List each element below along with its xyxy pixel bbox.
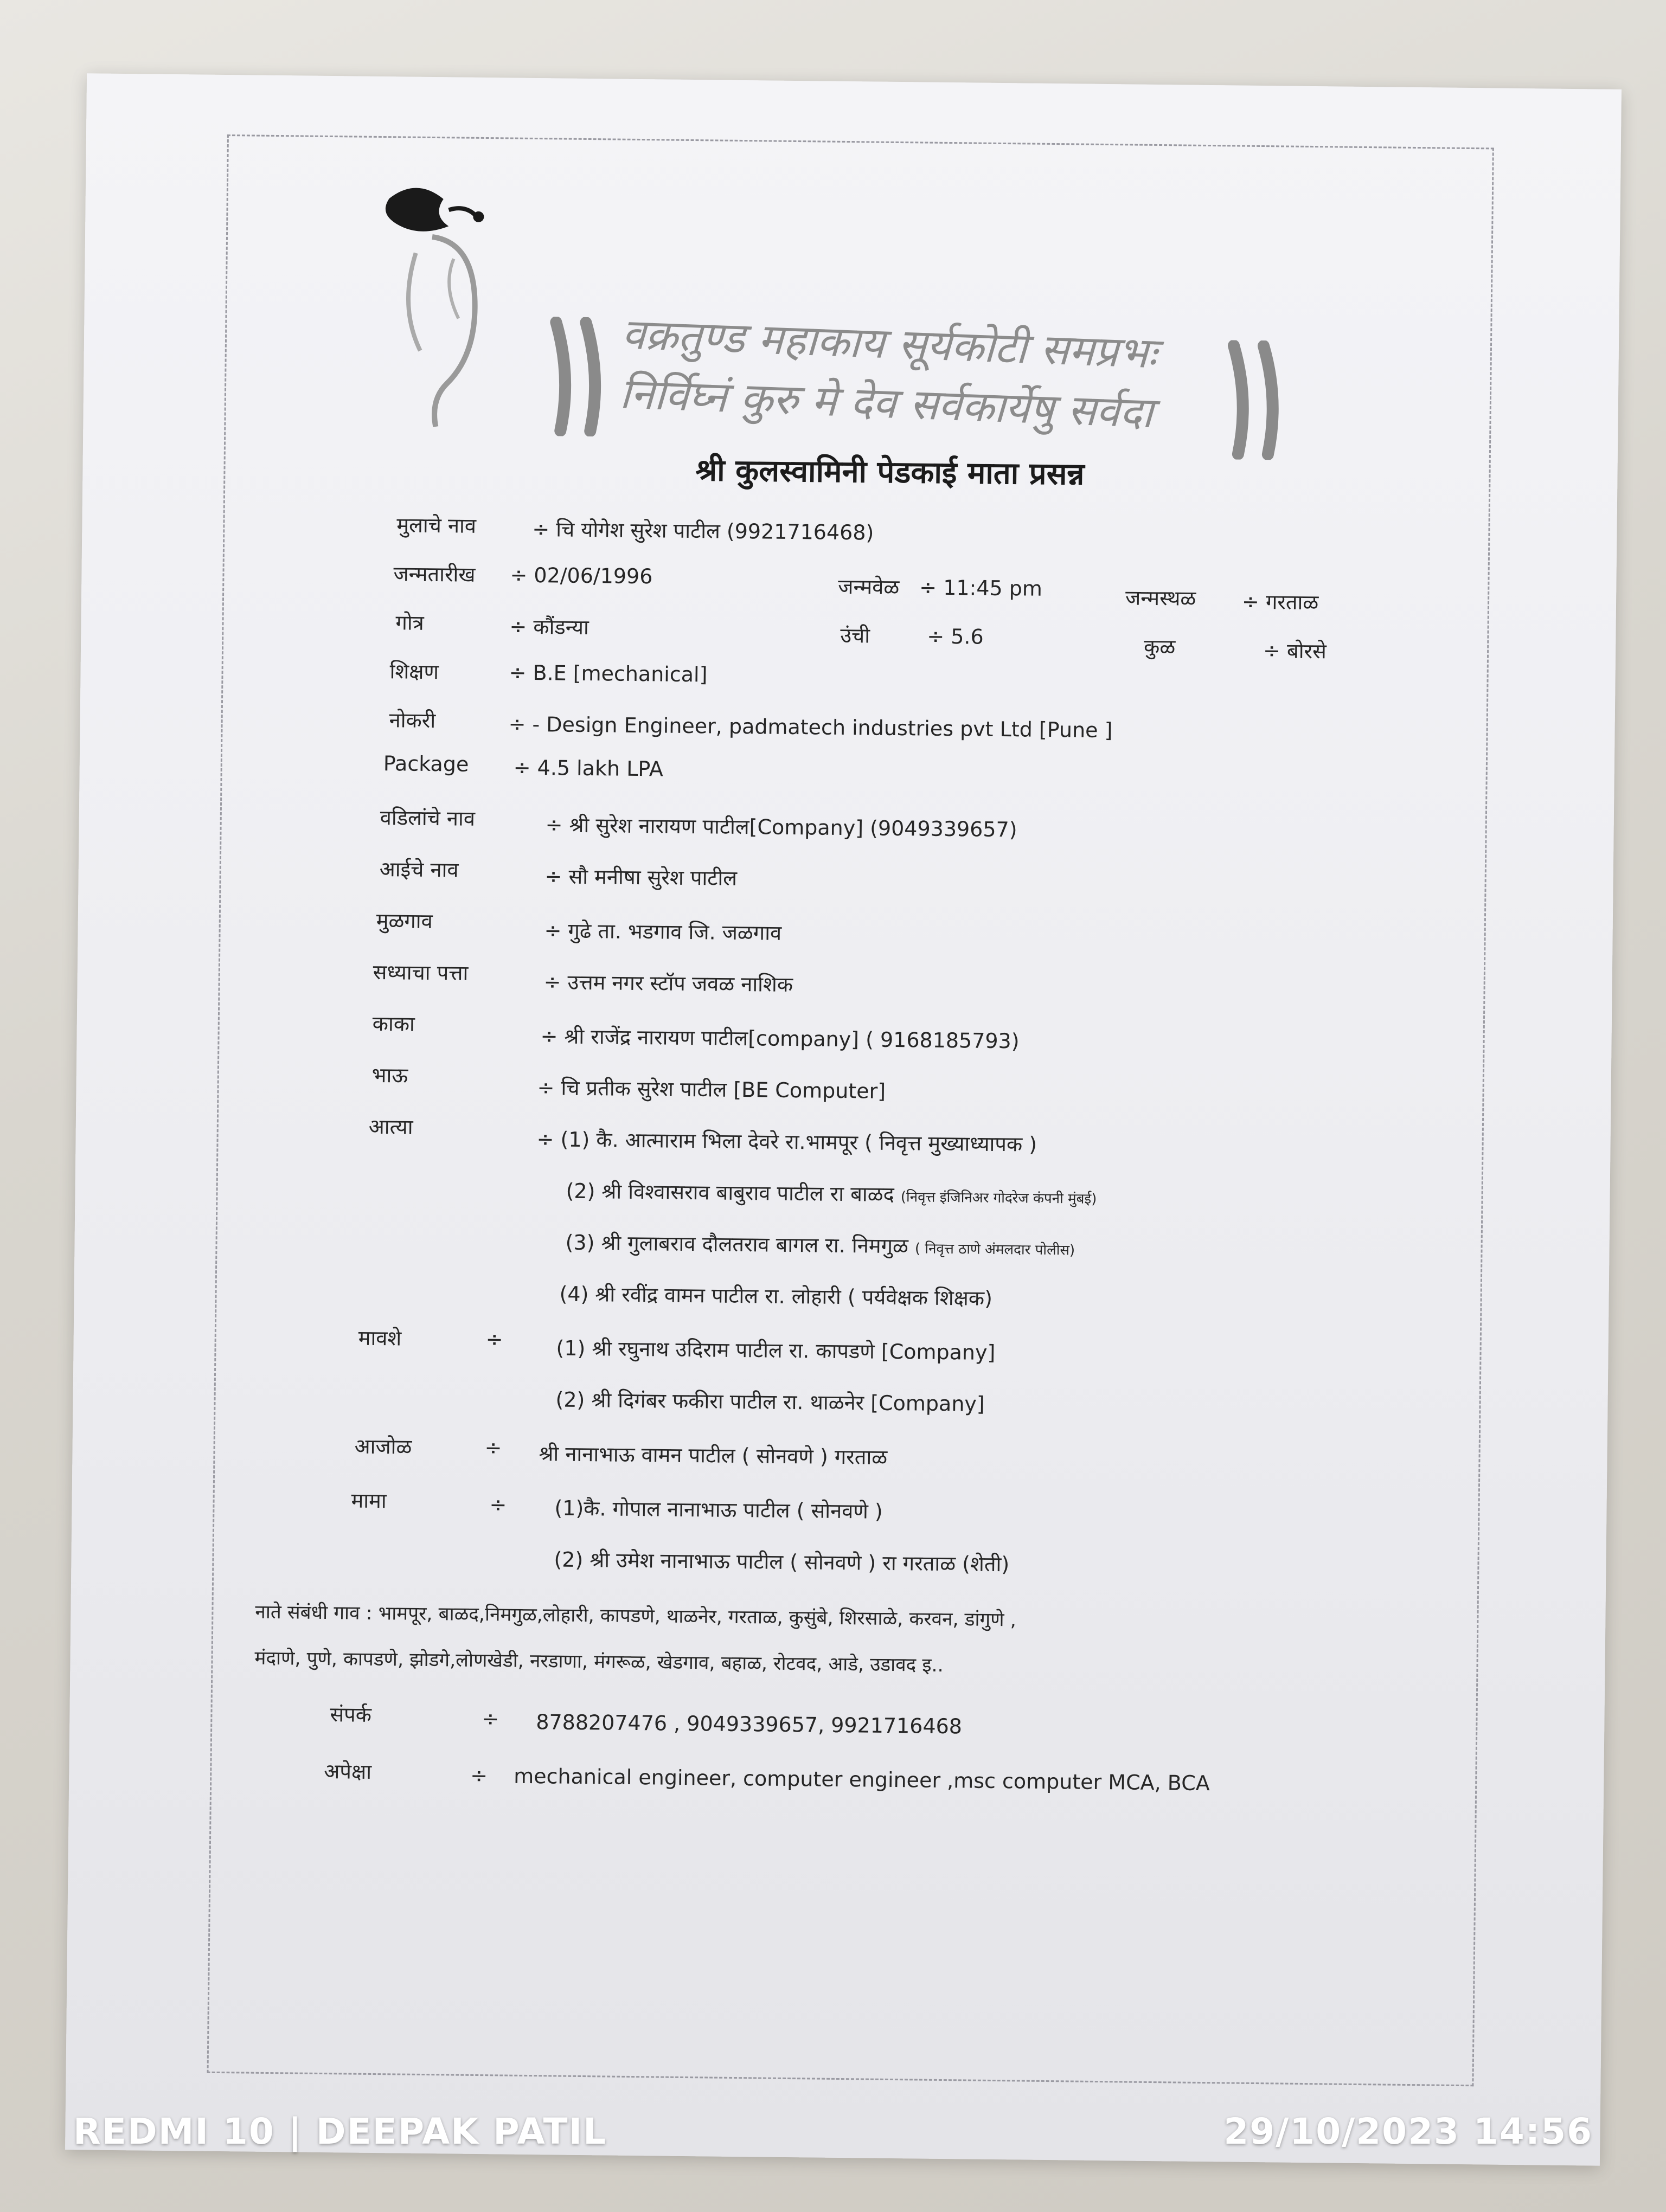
- brother-value: ÷ चि प्रतीक सुरेश पाटील [BE Computer]: [537, 1076, 886, 1103]
- mother-label: आईचे नाव: [379, 857, 459, 882]
- aatya-item-4: (4) श्री रवींद्र वामन पाटील रा. लोहारी ( पर्यवेक्षक शिक्षक): [559, 1282, 993, 1310]
- gotra-label: गोत्र: [395, 610, 425, 635]
- address-label: सध्याचा पत्ता: [373, 960, 469, 985]
- relations-line-1: नाते संबंधी गाव : भामपूर, बाळद,निमगुळ,लोहारी, कापडणे, थाळनेर, गरताळ, कुसुंबे, शिरसाळे, करवन, डांगुणे ,: [255, 1601, 1017, 1631]
- brother-label: भाऊ: [371, 1063, 408, 1088]
- package-value: ÷ 4.5 lakh LPA: [513, 755, 664, 781]
- mama-label: मामा: [351, 1488, 387, 1513]
- mama-separator: ÷: [489, 1493, 507, 1517]
- datetime-watermark: 29/10/2023 14:56: [1223, 2111, 1593, 2152]
- contact-label: संपर्क: [330, 1702, 372, 1727]
- mavashe-item-1: (1) श्री रघुनाथ उदिराम पाटील रा. कापडणे [Company]: [556, 1336, 996, 1365]
- kul-label: कुळ: [1143, 634, 1176, 659]
- mama-item-2: (2) श्री उमेश नानाभाऊ पाटील ( सोनवणे ) रा गरताळ (शेती): [554, 1547, 1010, 1577]
- mavashe-item-2: (2) श्री दिगंबर फकीरा पाटील रा. थाळनेर [Company]: [555, 1387, 985, 1416]
- job-label: नोकरी: [389, 708, 436, 733]
- mavashe-label: मावशे: [358, 1326, 402, 1351]
- mantra-line-2: निर्विघ्नं कुरु मे देव सर्वकार्येषु सर्वदा: [619, 369, 1154, 438]
- address-value: ÷ उत्तम नगर स्टॉप जवळ नाशिक: [543, 970, 793, 997]
- father-value: ÷ श्री सुरेश नारायण पाटील[Company] (9049339657): [545, 813, 1017, 842]
- native-value: ÷ गुढे ता. भडगाव जि. जळगाव: [544, 918, 782, 945]
- contact-separator: ÷: [482, 1707, 499, 1731]
- aatya-label: आत्या: [368, 1114, 413, 1139]
- aajol-value: श्री नानाभाऊ वामन पाटील ( सोनवणे ) गरताळ: [539, 1442, 888, 1469]
- aatya-item-2-note: (निवृत्त इंजिनिअर गोदरेज कंपनी मुंबई): [900, 1189, 1097, 1207]
- aatya-item-3-note: ( निवृत्त ठाणे अंमलदार पोलीस): [914, 1240, 1075, 1259]
- mother-value: ÷ सौ मनीषा सुरेश पाटील: [544, 864, 738, 890]
- biodata-sheet: [65, 73, 1622, 2165]
- page-title: श्री कुलस्वामिनी पेडकाई माता प्रसन्न: [695, 453, 1085, 492]
- native-label: मुळगाव: [376, 908, 433, 934]
- education-value: ÷ B.E [mechanical]: [509, 660, 708, 687]
- relations-line-2: मंदाणे, पुणे, कापडणे, झोडगे,लोणखेडी, नरडाणा, मंगरूळ, खेडगाव, बहाळ, रोटवद, आडे, उडावद इ..: [254, 1647, 944, 1676]
- gotra-value: ÷ कौंडन्या: [509, 614, 589, 640]
- father-label: वडिलांचे नाव: [380, 806, 476, 831]
- device-watermark: REDMI 10 | DEEPAK PATIL: [73, 2111, 607, 2152]
- mavashe-separator: ÷: [485, 1327, 503, 1352]
- expectation-separator: ÷: [470, 1763, 488, 1788]
- expectation-value: mechanical engineer, computer engineer ,msc computer MCA, BCA: [514, 1764, 1210, 1796]
- birth-time-label: जन्मवेळ: [838, 574, 900, 600]
- package-label: Package: [383, 751, 469, 776]
- aatya-item-1: ÷ (1) कै. आत्माराम भिला देवरे रा.भामपूर ( निवृत्त मुख्याध्यापक ): [536, 1127, 1037, 1156]
- aajol-label: आजोळ: [354, 1434, 412, 1459]
- mama-item-1: (1)कै. गोपाल नानाभाऊ पाटील ( सोनवणे ): [554, 1496, 883, 1523]
- double-danda-left-icon: [544, 317, 610, 436]
- contact-value: 8788207476 , 9049339657, 9921716468: [536, 1710, 963, 1739]
- ganesh-mantra: [619, 304, 1219, 445]
- job-value: ÷ - Design Engineer, padmatech industries pvt Ltd [Pune ]: [508, 712, 1113, 743]
- aajol-separator: ÷: [484, 1436, 502, 1460]
- double-danda-right-icon: [1222, 340, 1288, 460]
- dob-value: ÷ 02/06/1996: [510, 563, 653, 589]
- height-value: ÷ 5.6: [927, 624, 984, 649]
- aatya-item-2-text: (2) श्री विश्वासराव बाबुराव पाटील रा बाळद: [566, 1179, 895, 1206]
- birth-place-value: ÷ गरताळ: [1241, 589, 1319, 615]
- expectation-label: अपेक्षा: [324, 1759, 372, 1784]
- aatya-item-3: [565, 1228, 1075, 1262]
- mantra-line-1: वक्रतुण्ड महाकाय सूर्यकोटी समप्रभः: [621, 310, 1158, 378]
- birth-time-value: ÷ 11:45 pm: [919, 575, 1043, 601]
- height-label: उंची: [840, 623, 870, 648]
- ganesh-emblem-icon: [365, 177, 530, 433]
- aatya-item-3-text: (3) श्री गुलाबराव दौलतराव बागल रा. निमगुळ: [565, 1230, 909, 1258]
- education-label: शिक्षण: [389, 659, 439, 684]
- uncle-value: ÷ श्री राजेंद्र नारायण पाटील[company] ( 9168185793): [540, 1024, 1020, 1053]
- kul-value: ÷ बोरसे: [1263, 639, 1327, 664]
- aatya-item-2: [566, 1176, 1097, 1210]
- uncle-label: काका: [372, 1011, 415, 1036]
- name-value: ÷ चि योगेश सुरेश पाटील (9921716468): [532, 517, 874, 545]
- name-label: मुलाचे नाव: [396, 513, 477, 538]
- birth-place-label: जन्मस्थळ: [1125, 586, 1196, 610]
- dob-label: जन्मतारीख: [393, 562, 476, 587]
